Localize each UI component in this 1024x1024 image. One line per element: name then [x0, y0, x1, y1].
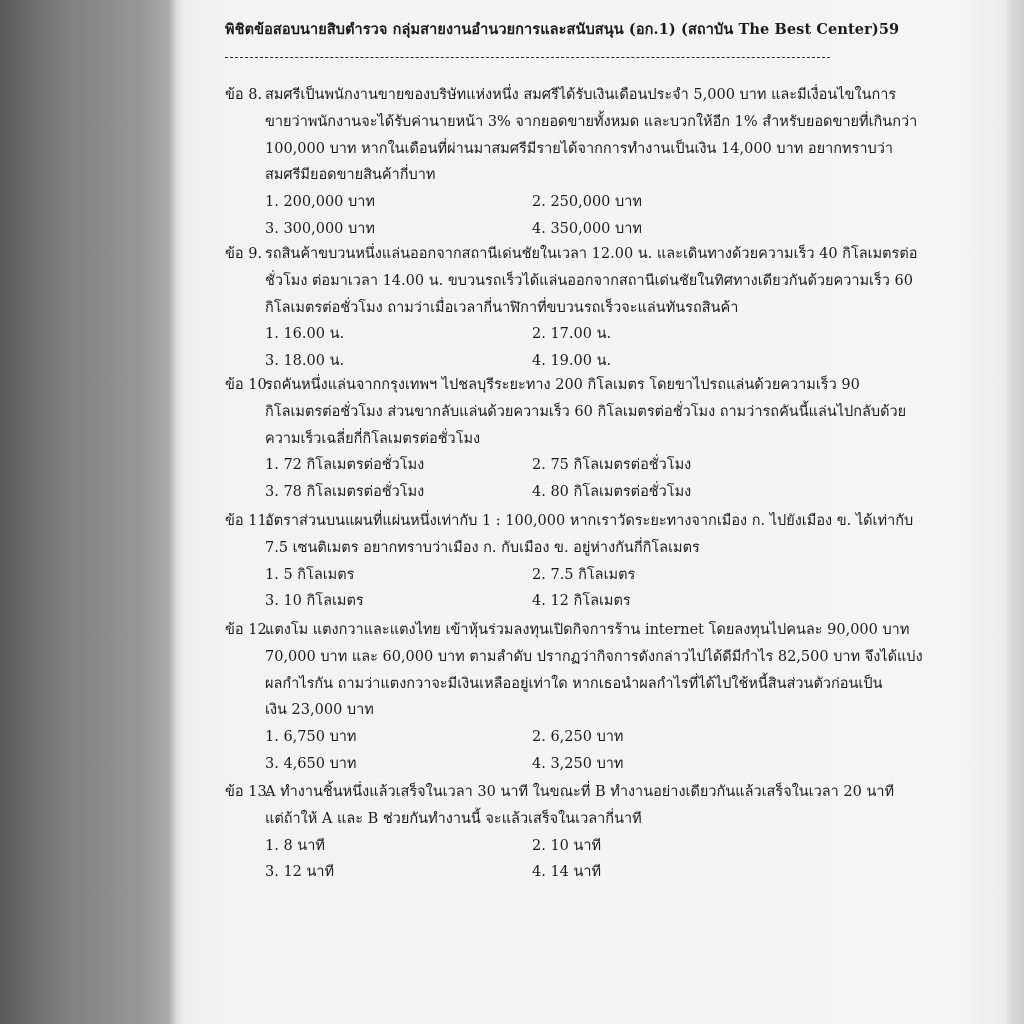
question-text-line: สมศรีมียอดขายสินค้ากี่บาท	[265, 167, 436, 184]
options-row	[265, 751, 865, 778]
question-body	[265, 372, 907, 506]
options-row	[265, 189, 865, 216]
question-text-line: แตงโม แตงกวาและแตงไทย เข้าหุ้นร่วมลงทุนเปิดกิจการร้าน internet โดยลงทุนไปคนละ 90,000 บาท	[265, 622, 910, 638]
option-1: 1. 6,750 บาท	[265, 729, 357, 746]
option-1: 1. 200,000 บาท	[265, 194, 375, 211]
question-text-line: 100,000 บาท หากในเดือนที่ผ่านมาสมศรีมีรายได้จากการทำงานเป็นเงิน 14,000 บาท อยากทราบว่า	[265, 140, 894, 157]
option-2: 2. 250,000 บาท	[532, 194, 642, 211]
option-4: 4. 14 นาที	[532, 864, 602, 881]
question-text-line: สมศรีเป็นพนักงานขายของบริษัทแห่งหนึ่ง สมศรีได้รับเงินเดือนประจำ 5,000 บาท และมีเงื่อนไขในการ	[265, 87, 897, 103]
question-text-line: 70,000 บาท และ 60,000 บาท ตามลำดับ ปรากฏว่ากิจการดังกล่าวไปได้ดีมีกำไร 82,500 บาท จึงได้แบ่ง	[265, 648, 923, 665]
option-3: 3. 78 กิโลเมตรต่อชั่วโมง	[265, 484, 425, 501]
options-row	[265, 562, 865, 589]
question-text-line: กิโลเมตรต่อชั่วโมง ถามว่าเมื่อเวลากี่นาฬิกาที่ขบวนรถเร็วจะแล่นทันรถสินค้า	[265, 299, 739, 316]
option-1: 1. 8 นาที	[265, 837, 325, 854]
option-2: 2. 10 นาที	[532, 837, 602, 854]
question-text-line: เงิน 23,000 บาท	[265, 702, 374, 719]
options-row	[265, 588, 865, 615]
question-text-line: รถสินค้าขบวนหนึ่งแล่นออกจากสถานีเด่นชัยในเวลา 12.00 น. และเดินทางด้วยความเร็ว 40 กิโลเมตรต่อ	[265, 246, 918, 262]
option-4: 4. 12 กิโลเมตร	[532, 593, 631, 610]
question-text-line: อัตราส่วนบนแผนที่แผ่นหนึ่งเท่ากับ 1 : 100,000 หากเราวัดระยะทางจากเมือง ก. ไปยังเมือง ข. ได้เท่ากับ	[265, 513, 914, 529]
options-row	[265, 452, 865, 479]
question-body	[265, 779, 895, 886]
options-row	[265, 321, 865, 348]
option-2: 2. 75 กิโลเมตรต่อชั่วโมง	[532, 457, 692, 474]
question-text-line: 7.5 เซนติเมตร อยากทราบว่าเมือง ก. กับเมือง ข. อยู่ห่างกันกี่กิโลเมตร	[265, 539, 700, 556]
question-label: ข้อ 9.	[225, 246, 263, 262]
question-text-line: แต่ถ้าให้ A และ B ช่วยกันทำงานนี้ จะแล้วเสร็จในเวลากี่นาที	[265, 810, 642, 827]
question-text-line: ผลกำไรกัน ถามว่าแตงกวาจะมีเงินเหลืออยู่เท่าใด หากเธอนำผลกำไรที่ได้ไปใช้หนี้สินส่วนตัวก่อนเป็น	[265, 675, 883, 692]
header-dashed-rule	[225, 57, 830, 58]
option-1: 1. 5 กิโลเมตร	[265, 566, 355, 583]
question-text-line: ความเร็วเฉลี่ยกี่กิโลเมตรต่อชั่วโมง	[265, 430, 481, 447]
options-row	[265, 216, 865, 243]
option-3: 3. 300,000 บาท	[265, 220, 375, 237]
options-row	[265, 859, 865, 886]
option-3: 3. 12 นาที	[265, 864, 335, 881]
option-4: 4. 80 กิโลเมตรต่อชั่วโมง	[532, 484, 692, 501]
question-body	[265, 82, 918, 243]
option-3: 3. 18.00 น.	[265, 353, 345, 370]
question-text-line: ขายว่าพนักงานจะได้รับค่านายหน้า 3% จากยอดขายทั้งหมด และบวกให้อีก 1% สำหรับยอดขายที่เกินกว่า	[265, 113, 918, 130]
option-1: 1. 16.00 น.	[265, 326, 345, 343]
question-body	[265, 508, 914, 615]
options-row	[265, 479, 865, 506]
option-2: 2. 7.5 กิโลเมตร	[532, 566, 636, 583]
option-4: 4. 19.00 น.	[532, 353, 612, 370]
option-3: 3. 4,650 บาท	[265, 755, 357, 772]
options-row	[265, 348, 865, 375]
question-label: ข้อ 11.	[225, 513, 272, 529]
question-text-line: กิโลเมตรต่อชั่วโมง ส่วนขากลับแล่นด้วยความเร็ว 60 กิโลเมตรต่อชั่วโมง ถามว่ารถคันนี้แล่นไปกลับด้วย	[265, 403, 907, 420]
options-row	[265, 724, 865, 751]
option-4: 4. 3,250 บาท	[532, 755, 624, 772]
option-2: 2. 17.00 น.	[532, 326, 612, 343]
question-body	[265, 617, 923, 778]
option-1: 1. 72 กิโลเมตรต่อชั่วโมง	[265, 457, 425, 474]
options-row	[265, 833, 865, 860]
question-text-line: รถคันหนึ่งแล่นจากกรุงเทพฯ ไปชลบุรีระยะทาง 200 กิโลเมตร โดยขาไปรถแล่นด้วยความเร็ว 90	[265, 377, 860, 393]
question-body	[265, 241, 918, 375]
page-header-title: พิชิตข้อสอบนายสิบตำรวจ กลุ่มสายงานอำนวยการและสนับสนุน (อก.1) (สถาบัน The Best Center)59	[225, 21, 900, 38]
question-text-line: ชั่วโมง ต่อมาเวลา 14.00 น. ขบวนรถเร็วได้แล่นออกจากสถานีเด่นชัยในทิศทางเดียวกันด้วยความเร็ว 60	[265, 272, 914, 289]
question-label: ข้อ 10.	[225, 377, 272, 393]
question-label: ข้อ 13.	[225, 784, 272, 800]
option-2: 2. 6,250 บาท	[532, 729, 624, 746]
question-label: ข้อ 12.	[225, 622, 272, 638]
question-label: ข้อ 8.	[225, 87, 263, 103]
option-3: 3. 10 กิโลเมตร	[265, 593, 364, 610]
question-text-line: A ทำงานชิ้นหนึ่งแล้วเสร็จในเวลา 30 นาที ในขณะที่ B ทำงานอย่างเดียวกันแล้วเสร็จในเวลา 20 นาที	[265, 784, 895, 800]
option-4: 4. 350,000 บาท	[532, 220, 642, 237]
